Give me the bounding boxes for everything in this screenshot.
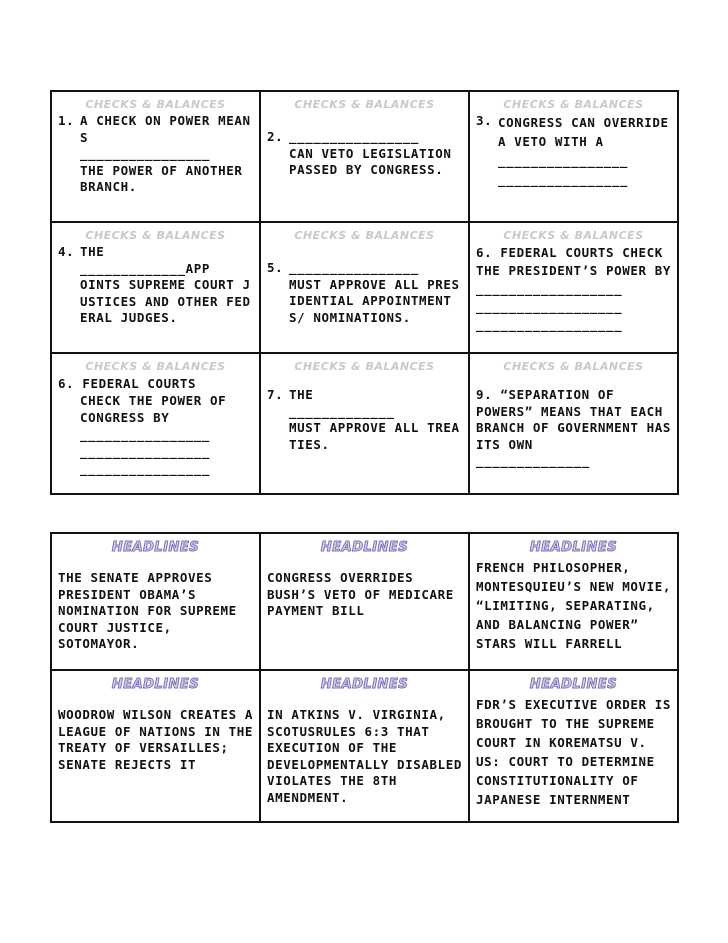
checks-grid	[50, 90, 679, 495]
card-text: CONGRESS BY	[80, 410, 170, 425]
card-header: HEADLINES	[320, 540, 409, 555]
check-card-1	[52, 92, 261, 223]
card-header: CHECKS & BALANCES	[294, 229, 435, 242]
answer-blank: ________________	[80, 444, 211, 459]
card-text: 6. FEDERAL COURTS	[58, 376, 197, 391]
answer-blank: __________________	[476, 299, 623, 314]
answer-blank: ________________	[80, 427, 211, 442]
card-header: CHECKS & BALANCES	[294, 98, 435, 111]
answer-blank: __________________	[476, 281, 623, 296]
check-card-7	[261, 354, 470, 495]
answer-blank: ________________	[289, 260, 420, 275]
check-card-2	[261, 92, 470, 223]
check-card-6	[470, 223, 679, 354]
card-text: OINTS SUPREME COURT JUSTICES AND OTHER FEDERAL JUDGES.	[80, 277, 251, 325]
answer-blank: ________________	[498, 172, 629, 187]
card-text: MUST APPROVE ALL TREATIES.	[289, 420, 460, 452]
headline-card-6	[470, 671, 679, 823]
card-header: HEADLINES	[111, 540, 200, 555]
card-number: 5.	[267, 260, 284, 275]
headline-card-1	[52, 534, 261, 671]
answer-blank: ________________	[80, 146, 211, 161]
card-text: CAN VETO LEGISLATION PASSED BY CONGRESS.	[289, 145, 452, 177]
card-header: HEADLINES	[529, 677, 618, 692]
headline-card-5	[261, 671, 470, 823]
card-number: 1.	[58, 113, 75, 128]
answer-blank: ________________	[498, 153, 629, 168]
card-text: THE POWER OF ANOTHER BRANCH.	[80, 162, 243, 194]
card-text: THE	[80, 244, 105, 259]
check-card-6b	[52, 354, 261, 495]
headlines-grid	[50, 532, 679, 823]
answer-blank: ________________	[289, 129, 420, 144]
headline-text: FDR’S EXECUTIVE ORDER IS BROUGHT TO THE SUPREME COURT IN KOREMATSU V. US: COURT TO DETERMINE CONSTITUTIONALITY OF JAPANESE INTERNMENT	[476, 697, 672, 807]
answer-blank: ________________	[80, 461, 211, 476]
answer-blank: _____________	[289, 403, 395, 419]
card-header: CHECKS & BALANCES	[85, 229, 226, 242]
card-number: 2.	[267, 129, 284, 144]
answer-blank: ______________	[476, 453, 590, 468]
answer-blank: __________________	[476, 317, 623, 332]
card-header: CHECKS & BALANCES	[85, 98, 226, 111]
headline-card-4	[52, 671, 261, 823]
check-card-5	[261, 223, 470, 354]
headline-text: IN ATKINS V. VIRGINIA, SCOTUSRULES 6:3 THAT EXECUTION OF THE DEVELOPMENTALLY DISABLED VIOLATES THE 8TH AMENDMENT.	[267, 707, 463, 805]
headline-text: WOODROW WILSON CREATES A LEAGUE OF NATIONS IN THE TREATY OF VERSAILLES; SENATE REJECTS IT	[58, 707, 254, 772]
card-text: A CHECK ON POWER MEANS	[80, 113, 251, 145]
card-header: HEADLINES	[111, 677, 200, 692]
card-text: CHECK THE POWER OF	[80, 393, 227, 408]
card-number: 3.	[476, 113, 493, 128]
card-header: CHECKS & BALANCES	[503, 98, 644, 111]
headline-text: CONGRESS OVERRIDES BUSH’S VETO OF MEDICARE PAYMENT BILL	[267, 570, 454, 618]
check-card-9	[470, 354, 679, 495]
card-header: HEADLINES	[529, 540, 618, 555]
headline-text: FRENCH PHILOSOPHER, MONTESQUIEU’S NEW MOVIE, “LIMITING, SEPARATING, AND BALANCING POWER” STARS WILL FARRELL	[476, 560, 672, 651]
check-card-3	[470, 92, 679, 223]
card-header: HEADLINES	[320, 677, 409, 692]
card-header: CHECKS & BALANCES	[294, 360, 435, 373]
card-header: CHECKS & BALANCES	[85, 360, 226, 373]
headline-text: THE SENATE APPROVES PRESIDENT OBAMA’S NOMINATION FOR SUPREME COURT JUSTICE, SOTOMAYOR.	[58, 570, 237, 651]
check-card-4	[52, 223, 261, 354]
card-text: 9. “SEPARATION OF POWERS” MEANS THAT EACH BRANCH OF GOVERNMENT HAS ITS OWN	[476, 387, 672, 452]
card-text: MUST APPROVE ALL PRESIDENTIAL APPOINTMENTS/ NOMINATIONS.	[289, 276, 460, 325]
headline-card-3	[470, 534, 679, 671]
answer-blank: _____________APP	[80, 260, 211, 276]
card-header: CHECKS & BALANCES	[503, 229, 644, 242]
card-text: 6. FEDERAL COURTS CHECK THE PRESIDENT’S POWER BY	[476, 245, 672, 278]
card-text: CONGRESS CAN OVERRIDE A VETO WITH A	[498, 115, 669, 149]
card-number: 4.	[58, 244, 75, 259]
headline-card-2	[261, 534, 470, 671]
card-number: 7.	[267, 387, 284, 402]
card-text: THE	[289, 387, 314, 402]
card-header: CHECKS & BALANCES	[503, 360, 644, 373]
